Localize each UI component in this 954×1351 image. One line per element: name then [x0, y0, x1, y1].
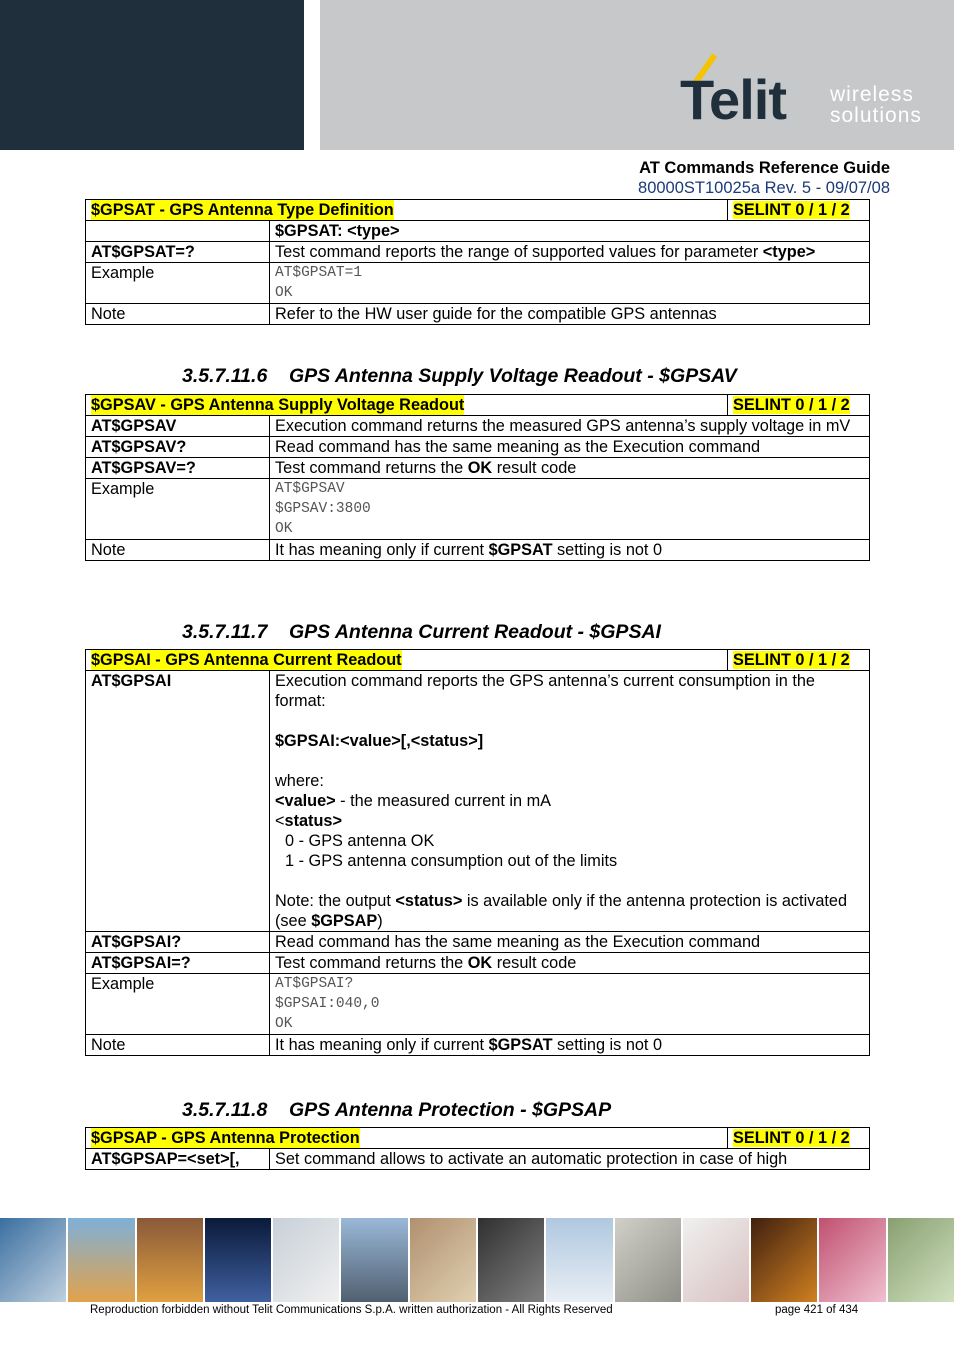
gpsat-example-line: AT$GPSAT=1 — [275, 265, 363, 281]
gpsav-section-heading: 3.5.7.11.6 GPS Antenna Supply Voltage Readout - $GPSAV — [182, 365, 737, 387]
gpsat-note-text: Refer to the HW user guide for the compatible GPS antennas — [270, 304, 870, 325]
gpsai-test-desc-ok: OK — [467, 954, 493, 972]
footer-photo — [341, 1218, 407, 1302]
gpsai-status-line — [275, 811, 864, 831]
gpsai-section-heading: 3.5.7.11.7 GPS Antenna Current Readout - $GPSAI — [182, 621, 661, 643]
gpsai-test-cmd: AT$GPSAI=? — [86, 953, 270, 974]
gpsav-exec-desc: Execution command returns the measured GPS antenna’s supply voltage in mV — [270, 416, 870, 437]
gpsat-example-line: OK — [275, 285, 293, 301]
gpsat-selint-cell — [727, 200, 864, 220]
gpsav-test-desc-pre: Test command returns the — [275, 459, 468, 477]
logo-tagline — [830, 84, 922, 126]
gpsai-value-desc: - the measured current in mA — [335, 792, 552, 810]
gpsai-note2-cmd: $GPSAT — [488, 1036, 553, 1054]
gpsai-test-desc-post: result code — [492, 954, 577, 972]
gpsai-header-title: $GPSAI - GPS Antenna Current Readout — [91, 651, 402, 669]
document-title: AT Commands Reference Guide — [639, 159, 890, 177]
footer-page-number: page 421 of 434 — [775, 1304, 859, 1316]
gpsav-note-post: setting is not 0 — [552, 541, 663, 559]
footer-photo — [546, 1218, 612, 1302]
footer-copyright: Reproduction forbidden without Telit Communications S.p.A. written authorization - All Rights Reserved — [90, 1304, 613, 1316]
footer-photo-strip — [0, 1218, 954, 1302]
gpsai-example-line: AT$GPSAI? — [275, 976, 354, 992]
gpsai-format: $GPSAI:<value>[,<status>] — [275, 732, 484, 750]
gpsai-test-desc-cell — [270, 953, 870, 974]
gpsav-note-pre: It has meaning only if current — [275, 541, 489, 559]
gpsai-value-param: <value> — [275, 792, 336, 810]
gpsav-example-cell — [270, 479, 870, 540]
gpsai-where: where: — [275, 772, 324, 790]
gpsav-test-desc-post: result code — [492, 459, 577, 477]
gpsat-syntax-cmd-cell — [86, 221, 270, 242]
gpsai-example-cell — [270, 974, 870, 1035]
footer-photo — [615, 1218, 681, 1302]
gpsai-note-cmd: $GPSAP — [311, 912, 378, 930]
gpsap-selint-label: SELINT 0 / 1 / 2 — [733, 1129, 850, 1147]
gpsat-example-cell — [270, 263, 870, 304]
gpsav-selint-label: SELINT 0 / 1 / 2 — [733, 396, 850, 414]
gpsap-header-title: $GPSAP - GPS Antenna Protection — [91, 1129, 360, 1147]
footer-photo — [137, 1218, 203, 1302]
gpsav-example-line: $GPSAV:3800 — [275, 501, 371, 517]
gpsap-selint-cell — [727, 1128, 864, 1148]
footer-photo — [888, 1218, 954, 1302]
gpsat-example-label: Example — [86, 263, 270, 304]
gpsav-test-desc-ok: OK — [467, 459, 493, 477]
gpsai-note2-post: setting is not 0 — [552, 1036, 663, 1054]
document-reference: 80000ST10025a Rev. 5 - 09/07/08 — [638, 179, 890, 197]
gpsav-test-desc-cell — [270, 458, 870, 479]
gpsai-note-mid: is available only if the antenna protection is activated (see — [275, 892, 848, 930]
footer-photo — [478, 1218, 544, 1302]
gpsai-example-line: $GPSAI:040,0 — [275, 996, 380, 1012]
gpsap-section-heading: 3.5.7.11.8 GPS Antenna Protection - $GPSAP — [182, 1099, 612, 1121]
logo-tagline-line-1: wireless — [830, 83, 914, 106]
gpsai-value-line — [275, 791, 864, 811]
gpsai-table — [85, 649, 870, 1056]
gpsav-exec-cmd: AT$GPSAV — [86, 416, 270, 437]
telit-logo — [680, 50, 940, 140]
gpsat-test-cmd: AT$GPSAT=? — [86, 242, 270, 263]
footer-photo — [819, 1218, 885, 1302]
gpsai-note-post: ) — [377, 912, 383, 930]
gpsat-selint-label: SELINT 0 / 1 / 2 — [733, 201, 850, 219]
gpsat-test-param: <type> — [762, 243, 816, 261]
footer-photo — [751, 1218, 817, 1302]
footer-photo — [205, 1218, 271, 1302]
spacer — [275, 751, 864, 771]
gpsav-read-cmd: AT$GPSAV? — [86, 437, 270, 458]
gpsap-table — [85, 1127, 870, 1170]
gpsav-note-cell — [270, 540, 870, 561]
footer-photo — [0, 1218, 66, 1302]
gpsav-test-cmd: AT$GPSAV=? — [86, 458, 270, 479]
footer-photo — [410, 1218, 476, 1302]
gpsai-exec-note — [275, 891, 864, 931]
gpsai-exec-cell — [270, 671, 870, 932]
gpsat-test-desc: Test command reports the range of supported values for parameter — [275, 243, 763, 261]
gpsai-exec-desc: Execution command reports the GPS antenna’s current consumption in the format: — [275, 672, 815, 710]
gpsav-example-line: AT$GPSAV — [275, 481, 345, 497]
gpsai-note-param: <status> — [395, 892, 463, 910]
gpsai-status-1: 1 - GPS antenna consumption out of the limits — [285, 852, 618, 870]
gpsai-selint-label: SELINT 0 / 1 / 2 — [733, 651, 850, 669]
footer-photo — [273, 1218, 339, 1302]
gpsav-example-line: OK — [275, 521, 293, 537]
gpsap-set-cmd: AT$GPSAP=<set>[, — [86, 1149, 270, 1170]
gpsai-read-cmd: AT$GPSAI? — [86, 932, 270, 953]
gpsai-read-desc: Read command has the same meaning as the Execution command — [270, 932, 870, 953]
gpsap-set-desc: Set command allows to activate an automatic protection in case of high — [270, 1149, 870, 1170]
gpsav-selint-cell — [727, 395, 864, 415]
spacer — [275, 711, 864, 731]
gpsav-note-label: Note — [86, 540, 270, 561]
gpsat-note-label: Note — [86, 304, 270, 325]
gpsap-header-row — [86, 1128, 870, 1149]
gpsav-example-label: Example — [86, 479, 270, 540]
gpsai-status-0: 0 - GPS antenna OK — [285, 832, 435, 850]
gpsav-read-desc: Read command has the same meaning as the Execution command — [270, 437, 870, 458]
gpsai-exec-cmd: AT$GPSAI — [86, 671, 270, 932]
gpsai-selint-cell — [727, 650, 864, 670]
spacer — [275, 871, 864, 891]
gpsai-header-row — [86, 650, 870, 671]
gpsai-status-param: status> — [284, 812, 342, 830]
gpsat-test-desc-cell — [270, 242, 870, 263]
gpsav-header-title: $GPSAV - GPS Antenna Supply Voltage Readout — [91, 396, 465, 414]
gpsav-header-row — [86, 395, 870, 416]
gpsat-syntax: $GPSAT: <type> — [270, 221, 870, 242]
gpsat-header-row — [86, 200, 870, 221]
logo-tagline-line-2: solutions — [830, 104, 922, 127]
footer-photo — [68, 1218, 134, 1302]
gpsai-status-lt: < — [275, 812, 285, 830]
gpsat-table — [85, 199, 870, 325]
gpsai-note-cell — [270, 1035, 870, 1056]
document-title-block — [638, 158, 890, 198]
gpsav-note-cmd: $GPSAT — [488, 541, 553, 559]
header-dark-panel — [0, 0, 304, 150]
gpsai-example-line: OK — [275, 1016, 293, 1032]
logo-wordmark: Telit — [680, 68, 786, 131]
gpsat-header-title: $GPSAT - GPS Antenna Type Definition — [91, 201, 394, 219]
gpsai-note2-pre: It has meaning only if current — [275, 1036, 489, 1054]
gpsai-note-pre: Note: the output — [275, 892, 396, 910]
gpsai-note-label: Note — [86, 1035, 270, 1056]
gpsai-example-label: Example — [86, 974, 270, 1035]
gpsai-test-desc-pre: Test command returns the — [275, 954, 468, 972]
gpsav-table — [85, 394, 870, 561]
footer-photo — [683, 1218, 749, 1302]
